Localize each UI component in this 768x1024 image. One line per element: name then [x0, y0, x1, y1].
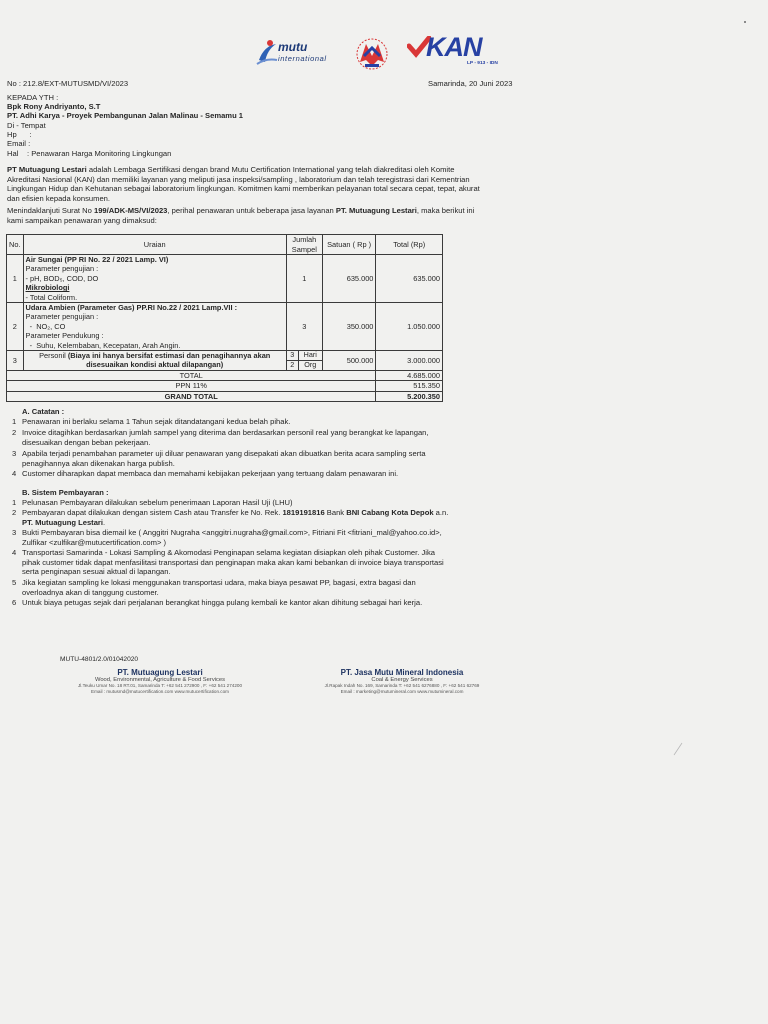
footer-company-right	[290, 668, 514, 694]
row-unit-price: 350.000	[322, 303, 376, 351]
row-description	[23, 303, 286, 351]
list-number: 6	[12, 598, 17, 607]
list-item	[12, 578, 522, 597]
table-row	[7, 303, 443, 351]
list-number: 1	[12, 498, 17, 507]
list-text: Untuk biaya petugas sejak dari perjalanan berangkat hingga pulang kembali ke kantor akan dihitung sebagai hari kerja.	[22, 598, 423, 607]
row-description	[23, 255, 286, 303]
footer-company-left	[40, 668, 280, 694]
grand-total-label: GRAND TOTAL	[7, 391, 376, 401]
reference-company: PT. Mutuagung Lestari	[335, 206, 417, 215]
row-number: 2	[7, 303, 24, 351]
list-text: pihak customer tidak dapat menfasilitasi transportasi dan penginapan maka akan kami bebankan di invoice biaya transportasi	[22, 557, 444, 567]
place-date: Samarinda, 20 Juni 2023	[428, 79, 513, 88]
list-text: Bukti Pembayaran bisa diemail ke ( Anggitri Nugraha <anggitri.nugraha@gmail.com>, Fitriani Fit <fitriani_mal@yahoo.co.id>,	[22, 528, 442, 537]
kan-lp-number: LP - 913 - IDN	[467, 61, 498, 66]
grand-total-row	[7, 391, 443, 401]
list-text: penagihannya akan dikenakan harga publish.	[22, 458, 175, 468]
subtotal-row	[7, 370, 443, 380]
reference-text-b: , perihal penawaran untuk beberapa jasa layanan	[167, 206, 336, 215]
list-text: Customer diharapkan dapat membaca dan memahami kebijakan pekerjaan yang tertuang dalam penawaran ini.	[22, 469, 399, 478]
account-number: 1819191816	[282, 508, 325, 517]
kan-word: KAN	[426, 32, 482, 62]
list-text: Pembayaran dapat dilakukan dengan sistem Cash atau Transfer ke No. Rek.	[22, 508, 283, 517]
reference-paragraph	[7, 206, 522, 225]
days-qty: 3	[287, 351, 298, 360]
intro-line-2: Akreditasi Nasional (KAN) dan memiliki layanan yang meliputi jasa inspeksi/sampling , laboratorium dan telah teregistrasi dari Kementrian	[7, 174, 470, 184]
tax-label: PPN 11%	[7, 381, 376, 391]
row-number: 3	[7, 351, 24, 371]
list-text: serta penginapan sesuai aktual di lapangan.	[22, 567, 171, 577]
list-number: 2	[12, 428, 17, 437]
intro-paragraph	[7, 165, 522, 203]
item-line: Parameter pengujian :	[25, 312, 99, 322]
recipient-company: PT. Adhi Karya - Proyek Pembangunan Jalan Malinau - Semamu 1	[7, 111, 244, 120]
list-text: Pelunasan Pembayaran dilakukan sebelum penerimaan Laporan Hasil Uji (LHU)	[22, 498, 293, 507]
payment-title: B. Sistem Pembayaran :	[22, 488, 109, 497]
intro-line-1: adalah Lembaga Sertifikasi dengan brand Mutu Certification International yang telah diakreditasi oleh Komite	[86, 165, 455, 174]
tax-row	[7, 381, 443, 391]
row-qty-split	[286, 351, 322, 371]
kepada-label: KEPADA YTH :	[7, 93, 59, 102]
header-total: Total (Rp)	[376, 235, 443, 255]
list-item	[12, 498, 522, 508]
hp-line: Hp :	[7, 130, 32, 139]
list-item	[12, 469, 522, 479]
kan-accreditation-seal-icon	[352, 36, 394, 72]
price-offer-table	[6, 234, 443, 402]
header-jumlah: Jumlah Sampel	[286, 235, 322, 255]
item-subheading: Mikrobiologi	[25, 283, 70, 293]
location-line: Di - Tempat	[7, 121, 46, 130]
list-number: 4	[12, 469, 17, 478]
reference-text-c: , maka berikut ini	[416, 206, 475, 215]
item-line: - Total Coliform.	[25, 292, 78, 302]
list-number: 5	[12, 578, 17, 587]
row-number: 1	[7, 255, 24, 303]
kan-logo	[407, 32, 517, 70]
tax-value: 515.350	[376, 381, 443, 391]
mutu-international-logo	[256, 38, 346, 72]
table-row	[7, 255, 443, 303]
footer-left-name: PT. Mutuagung Lestari	[117, 668, 203, 677]
list-item	[12, 598, 522, 608]
list-number: 1	[12, 417, 17, 426]
table-row	[7, 351, 443, 371]
list-text: overloadnya akan di tanggung customer.	[22, 587, 159, 597]
footer-left-services: Wood, Environmental, Agriculture & Food Services	[94, 677, 226, 683]
mutu-word: mutu	[278, 40, 308, 54]
list-text: Invoice ditagihkan berdasarkan jumlah sampel yang diterima dan berdasarkan personil real yang berangkat ke lapangan,	[22, 428, 429, 437]
row-unit-price: 500.000	[322, 351, 376, 371]
notes-title: A. Catatan :	[22, 407, 65, 416]
intro-company: PT Mutuagung Lestari	[7, 165, 87, 174]
mutu-swoosh-icon	[256, 38, 278, 68]
item-line: - pH, BOD₅, COD, DO	[25, 273, 99, 283]
footer-right-contact: Email : marketing@mutumineral.com www.mutumineral.com	[340, 688, 464, 694]
footer-right-name: PT. Jasa Mutu Mineral Indonesia	[340, 668, 464, 677]
scan-mark	[672, 742, 684, 756]
reference-text-a: Menindaklanjuti Surat No	[7, 206, 94, 215]
subject-value: : Penawaran Harga Monitoring Lingkungan	[27, 149, 172, 158]
row-qty: 1	[286, 255, 322, 303]
list-text: Zulfikar <zulfikar@mutucertification.com> )	[22, 537, 167, 547]
item-title: Udara Ambien (Parameter Gas) PP.RI No.22 / 2021 Lamp.VII :	[25, 303, 238, 313]
row-unit-price: 635.000	[322, 255, 376, 303]
header-satuan: Satuan ( Rp )	[322, 235, 376, 255]
list-text: Jika kegiatan sampling ke lokasi menggunakan transportasi udara, maka biaya pesawat PP, bagasi, extra bagasi dan	[22, 578, 416, 587]
item-line: Parameter Pendukung :	[25, 331, 104, 341]
footer-left-address: Jl.Teuku Umar No. 18 RT.01, Samarinda T: +62 541 272900 , F: +62 541 274200	[77, 683, 243, 688]
reference-number: 199/ADK-MS/VI/2023	[93, 206, 168, 215]
row-total: 1.050.000	[376, 303, 443, 351]
bank-name: BNI Cabang Kota Depok	[346, 508, 434, 517]
header-uraian: Uraian	[23, 235, 286, 255]
list-text: a.n.	[433, 508, 449, 517]
list-text: disesuaikan dengan beban pekerjaan.	[22, 437, 151, 447]
international-word: international	[278, 54, 327, 63]
reference-line-2: kami sampaikan penawaran yang dimaksud:	[7, 215, 157, 225]
list-text: Apabila terjadi penambahan parameter uji diluar penawaran yang disepakati akan dibuatkan berita acara sampling serta	[22, 449, 426, 458]
list-item	[12, 548, 522, 577]
account-holder: PT. Mutuagung Lestari	[22, 517, 104, 527]
list-number: 2	[12, 508, 17, 517]
qty-split-table	[287, 351, 322, 369]
list-item	[12, 428, 522, 447]
list-item	[12, 417, 522, 427]
list-text: Penawaran ini berlaku selama 1 Tahun sejak ditandatangani kedua belah pihak.	[22, 417, 291, 426]
table-header-row	[7, 235, 443, 255]
intro-line-4: dan efisien kepada konsumen.	[7, 193, 111, 203]
recipient-name: Bpk Rony Andriyanto, S.T	[7, 102, 101, 111]
item-line: Parameter pengujian :	[25, 264, 99, 274]
list-number: 4	[12, 548, 17, 557]
item-title: Air Sungai (PP RI No. 22 / 2021 Lamp. VI)	[25, 255, 169, 264]
footer-right-services: Coal & Energy Services	[371, 677, 433, 683]
list-text: .	[103, 517, 106, 527]
persons-unit: Org	[304, 359, 317, 369]
list-number: 3	[12, 449, 17, 458]
persons-qty: 2	[287, 360, 298, 369]
scan-dot	[744, 21, 746, 23]
personil-label: Personil	[39, 351, 68, 361]
days-unit: Hari	[298, 351, 322, 360]
item-line: - Suhu, Kelembaban, Kecepatan, Arah Angin.	[25, 340, 181, 350]
row-total: 635.000	[376, 255, 443, 303]
subtotal-label: TOTAL	[7, 370, 376, 380]
footer-right-address: Jl.Rapak Indah No. 169, Samarinda T: +62 541 6276880 , F: +62 541 62769	[324, 683, 480, 688]
row-total: 3.000.000	[376, 351, 443, 371]
list-item	[12, 528, 522, 547]
list-item	[12, 449, 522, 468]
intro-line-3: Lingkungan Hidup dan Kehutanan sebagai laboratorium lingkungan. Komitmen kami memberikan pelayanan total secara cepat, tepat, akurat	[7, 184, 480, 194]
row-description	[23, 351, 286, 371]
letter-number: No : 212.8/EXT-MUTUSMD/VI/2023	[7, 79, 129, 88]
item-line: - NO₂, CO	[25, 321, 66, 331]
subtotal-value: 4.685.000	[376, 370, 443, 380]
personil-note: (Biaya ini hanya bersifat estimasi dan penagihannya akan disesuaikan kondisi aktual dilapangan)	[67, 351, 271, 370]
grand-total-value: 5.200.350	[376, 391, 443, 401]
list-number: 3	[12, 528, 17, 537]
header-no: No.	[7, 235, 24, 255]
list-text: Transportasi Samarinda - Lokasi Sampling & Akomodasi Penginapan selama kegiatan disiapkan oleh pihak Customer. Jika	[22, 548, 435, 557]
footer-left-contact: Email : mutusmd@mutucertification.com www.mutucertification.com	[91, 688, 229, 694]
form-code: MUTU-4801/2.0/01042020	[60, 656, 139, 663]
email-line: Email :	[7, 139, 31, 148]
list-text: Bank	[324, 508, 347, 517]
row-qty: 3	[286, 303, 322, 351]
list-item	[12, 508, 522, 527]
subject-label: Hal	[7, 149, 19, 158]
